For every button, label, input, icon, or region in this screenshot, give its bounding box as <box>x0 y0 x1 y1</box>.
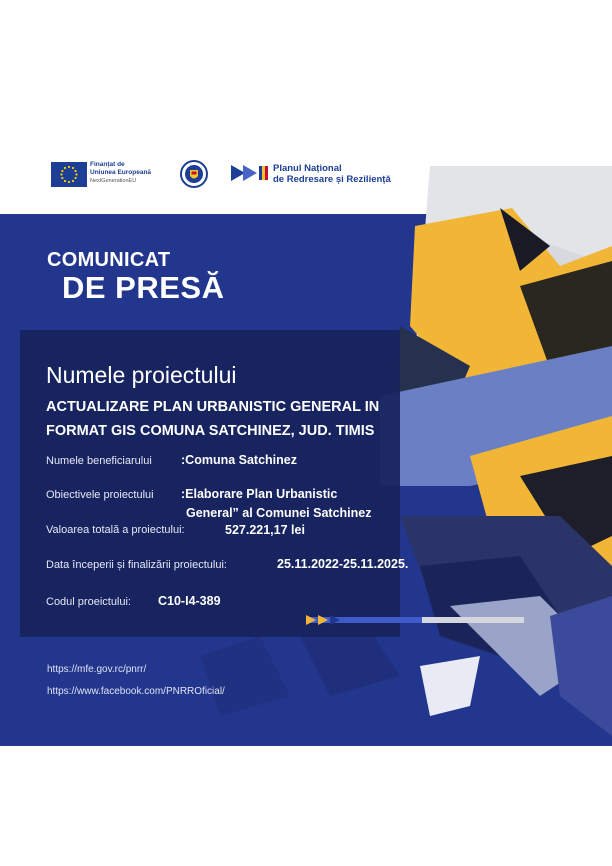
pnrr-line-2: de Redresare și Reziliență <box>273 174 391 185</box>
project-name-line-1: ACTUALIZARE PLAN URBANISTIC GENERAL IN <box>46 399 380 415</box>
facebook-link[interactable]: https://www.facebook.com/PNRROficial/ <box>47 686 225 697</box>
total-value-label: Valoarea totală a proiectului: <box>46 524 185 536</box>
pnrr-line-1: Planul Național <box>273 163 342 174</box>
press-release-title-line-2: DE PRESĂ <box>62 270 225 305</box>
objectives-label: Obiectivele proiectului <box>46 489 154 501</box>
beneficiary-value: :Comuna Satchinez <box>181 453 297 467</box>
project-name-line-2: FORMAT GIS COMUNA SATCHINEZ, JUD. TIMIS <box>46 423 375 439</box>
objectives-value-line-1: :Elaborare Plan Urbanistic <box>181 487 338 501</box>
project-section-title: Numele proiectului <box>46 362 237 388</box>
dates-value: 25.11.2022-25.11.2025. <box>277 557 409 571</box>
project-code-value: C10-I4-389 <box>158 594 221 608</box>
dates-label: Data începerii și finalizării proiectului: <box>46 559 227 571</box>
mfe-link[interactable]: https://mfe.gov.rc/pnrr/ <box>47 664 147 675</box>
eu-line-3: NextGenerationEU <box>90 178 137 184</box>
objectives-value-line-2: General” al Comunei Satchinez <box>186 506 372 520</box>
press-release-title-line-1: COMUNICAT <box>47 249 171 271</box>
beneficiary-label: Numele beneficiarului <box>46 455 152 467</box>
eu-line-2: Uniunea Europeană <box>90 169 152 176</box>
decorative-progress-bar <box>306 614 524 626</box>
total-value: 527.221,17 lei <box>225 523 305 537</box>
eu-line-1: Finanțat de <box>90 161 125 168</box>
project-code-label: Codul proeictului: <box>46 596 131 608</box>
